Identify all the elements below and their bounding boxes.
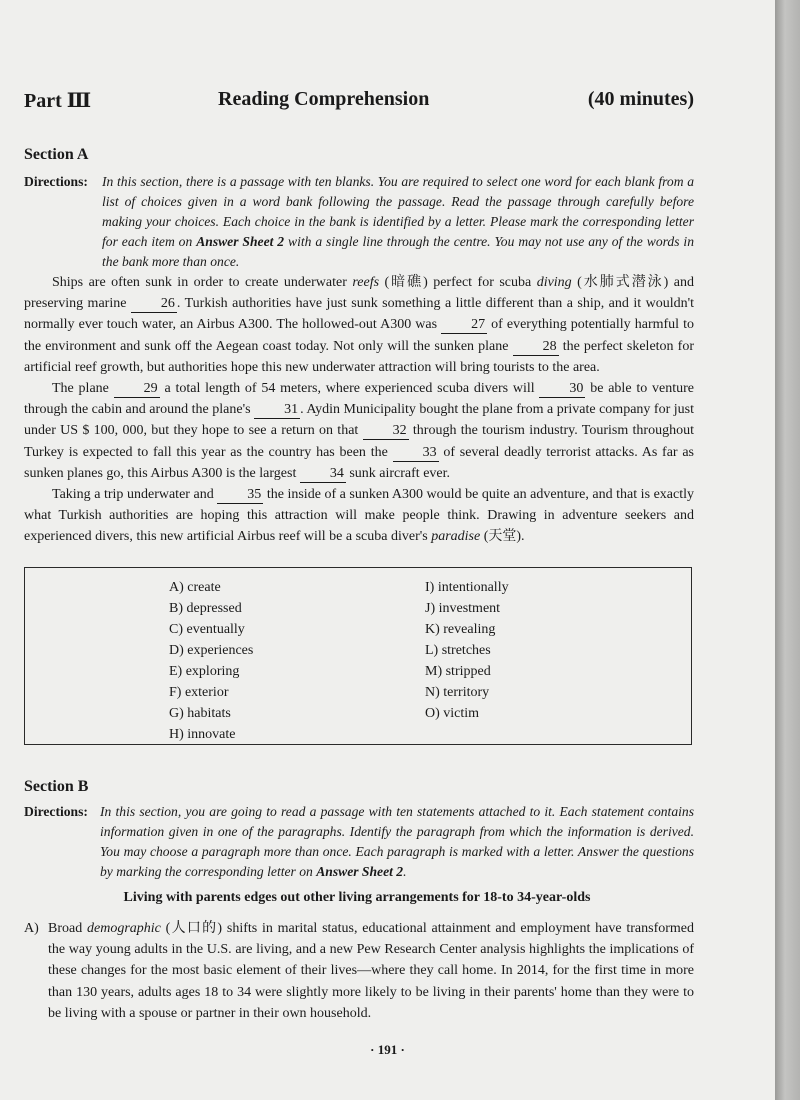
section-a-title: Section A [24, 146, 89, 163]
passage-paragraph-3: Taking a trip underwater and 35 the inside of a sunken A300 would be quite an adventure, and that is exactly what Turkish authorities are hoping this attraction will make people think. Drawing in adventure seekers and experienced divers, this new artificial Airbus reef will be a scuba diver's paradise (天堂). [24, 487, 694, 545]
time-limit: (40 minutes) [587, 88, 694, 110]
blank-30: 30 [539, 381, 585, 398]
word-choice: O) victim [425, 706, 480, 721]
paragraph-a [24, 918, 694, 1024]
word-bank-left-column [169, 577, 253, 745]
word-choice: N) territory [425, 685, 490, 700]
blank-33: 33 [393, 445, 439, 462]
part-label: Part Ⅲ [24, 90, 92, 112]
passage-paragraph-2: The plane 29 a total length of 54 meters, where experienced scuba divers will 30 be able to venture through the cabin and around the plane's 31 . Aydin Municipality bought the plane from a private company for just under US $ 100, 000, but they hope to see a return on that 32 through the tourism industry. Tourism throughout Turkey is expected to fall this year as the country has been the 33 of several deadly terrorist attacks. As far as sunken planes go, this Airbus A300 is the largest 34 sunk aircraft ever. [24, 381, 695, 481]
word-choice: I) intentionally [425, 580, 509, 595]
paragraph-label: A) [24, 921, 39, 936]
word-choice: E) exploring [169, 664, 240, 679]
blank-26: 26 [131, 296, 177, 313]
directions-text: In this section, there is a passage with ten blanks. You are required to select one word for each blank from a list of choices given in a word bank following the passage. Read the passage through carefully before making your choices. Each choice in the bank is identified by a letter. Please mark the corresponding letter for each item on Answer Sheet 2 with a single line through the centre. You may not use any of the words in the bank more than once. [102, 174, 694, 269]
paragraph-text: Broad demographic (人口的) shifts in marital status, educational attainment and employment have transformed the way young adults in the U.S. are living, and a new Pew Research Center analysis highlights the implications of these changes for the most basic element of their lives—where they call home. In 2014, for the first time in more than 130 years, adults ages 18 to 34 were slightly more likely to be living in their parents' home than they were to be living with a spouse or partner in their own household. [48, 921, 694, 1021]
blank-32: 32 [363, 423, 409, 440]
blank-35: 35 [217, 487, 263, 504]
blank-34: 34 [300, 466, 346, 483]
part-title: Reading Comprehension [218, 88, 430, 110]
word-choice: L) stretches [425, 643, 491, 658]
word-bank-right-column [425, 577, 509, 724]
word-choice: D) experiences [169, 643, 254, 658]
directions-text: In this section, you are going to read a passage with ten statements attached to it. Each statement contains information given in one of the paragraphs. Identify the paragraph from which the information is derived. You may choose a paragraph more than once. Each paragraph is marked with a letter. Answer the questions by marking the corresponding letter on Answer Sheet 2. [100, 804, 694, 879]
word-choice: F) exterior [169, 685, 229, 700]
page-edge [775, 0, 800, 1100]
word-choice: B) depressed [169, 601, 242, 616]
word-choice: J) investment [425, 601, 501, 616]
word-choice: G) habitats [169, 706, 231, 721]
section-b-title: Section B [24, 778, 89, 795]
page-number: · 191 · [370, 1042, 405, 1057]
word-choice: H) innovate [169, 727, 236, 742]
section-b-directions [24, 802, 694, 882]
word-choice: M) stripped [425, 664, 491, 679]
blank-27: 27 [441, 317, 487, 334]
directions-label: Directions: [24, 804, 88, 819]
blank-28: 28 [513, 339, 559, 356]
word-choice: A) create [169, 580, 221, 595]
blank-29: 29 [114, 381, 160, 398]
passage-paragraph-1: Ships are often sunk in order to create underwater reefs (暗礁) perfect for scuba diving (水肺式潜泳) and preserving marine 26 . Turkish authorities have just sunk something a little different than a ship, and it wouldn't normally ever touch water, an Airbus A300. The hollowed-out A300 was 27 of everything potentially harmful to the environment and sunk off the Aegean coast today. Not only will the sunken plane 28 the perfect skeleton for artificial reef growth, but authorities hope this new underwater attraction will bring tourists to the area. [24, 275, 695, 375]
part-header [24, 88, 694, 118]
directions-label: Directions: [24, 174, 88, 189]
article-title: Living with parents edges out other living arrangements for 18-to 34-year-olds [123, 890, 591, 905]
blank-31: 31 [254, 402, 300, 419]
word-choice: K) revealing [425, 622, 496, 637]
word-choice: C) eventually [169, 622, 245, 637]
word-bank [24, 567, 692, 745]
section-a-directions [24, 172, 694, 272]
passage [24, 272, 694, 548]
